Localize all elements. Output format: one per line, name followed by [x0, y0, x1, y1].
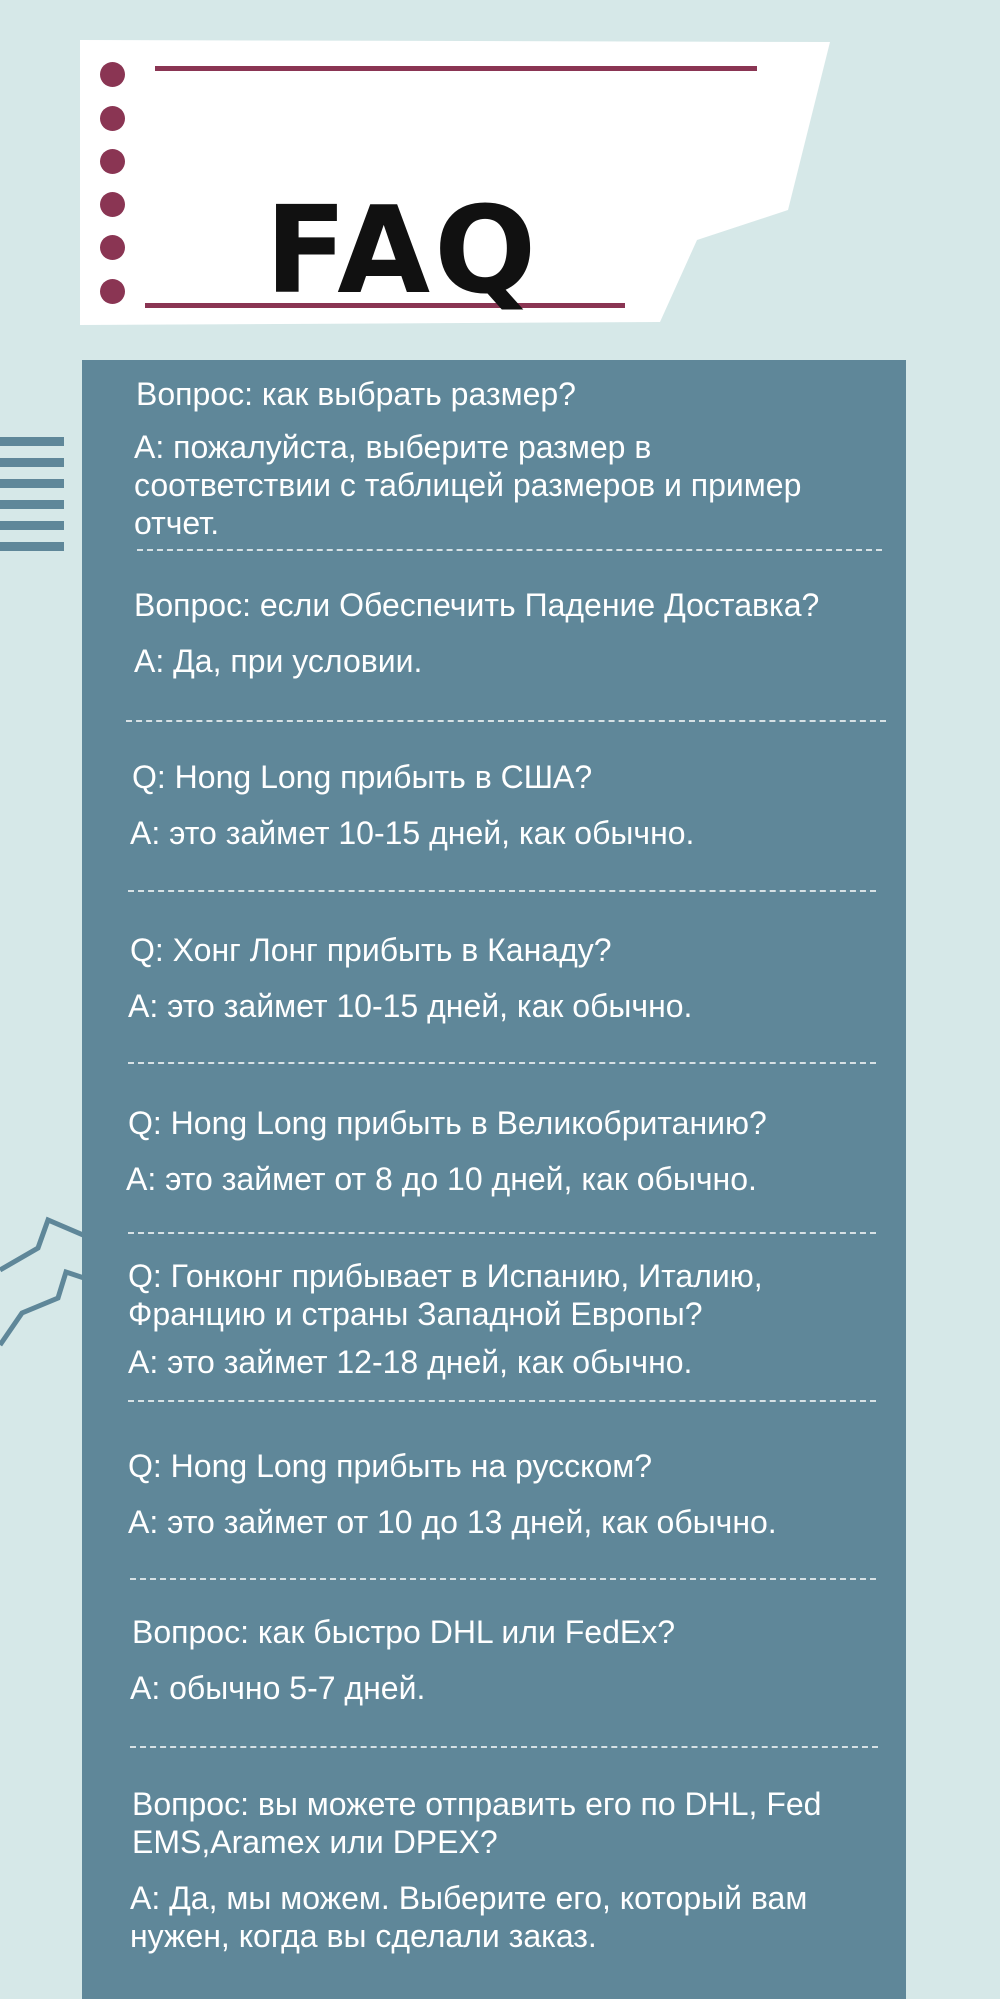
faq-divider — [128, 890, 876, 892]
faq-answer: A: это займет 10-15 дней, как обычно. — [128, 988, 693, 1024]
binder-dot — [100, 279, 125, 304]
faq-answer: А: Да, при условии. — [134, 643, 423, 679]
faq-answer: A: это займет от 8 до 10 дней, как обычно. — [126, 1161, 757, 1197]
faq-answer: А: пожалуйста, выберите размер в соответствии с таблицей размеров и пример отчет. — [134, 429, 802, 541]
faq-answer: A: это займет 10-15 дней, как обычно. — [130, 815, 695, 851]
faq-divider — [126, 720, 886, 722]
faq-answer: A: это займет от 10 до 13 дней, как обычно. — [128, 1504, 777, 1540]
header-top-rule — [155, 66, 757, 71]
faq-divider — [128, 1062, 876, 1064]
faq-panel — [82, 360, 906, 1999]
faq-question: Вопрос: если Обеспечить Падение Доставка? — [134, 587, 820, 623]
binder-dot — [100, 106, 125, 131]
faq-divider — [130, 1578, 876, 1580]
faq-answer: А: Да, мы можем. Выберите его, который вам нужен, когда вы сделали заказ. — [130, 1880, 808, 1954]
faq-question: Q: Хонг Лонг прибыть в Канаду? — [130, 932, 612, 968]
binder-dot — [100, 149, 125, 174]
faq-question: Q: Hong Long прибыть в США? — [132, 759, 593, 795]
faq-question: Вопрос: вы можете отправить его по DHL, Fed EMS,Aramex или DPEX? — [132, 1786, 822, 1860]
faq-answer: А: обычно 5-7 дней. — [130, 1670, 426, 1706]
binder-dot — [100, 62, 125, 87]
page-title: FAQ — [265, 182, 541, 322]
binder-dot — [100, 192, 125, 217]
faq-question: Вопрос: как выбрать размер? — [136, 376, 576, 412]
faq-divider — [128, 1232, 876, 1234]
faq-question: Q: Гонконг прибывает в Испанию, Италию, Францию и страны Западной Европы? — [128, 1258, 763, 1332]
faq-question: Q: Hong Long прибыть на русском? — [128, 1448, 653, 1484]
faq-divider — [130, 1746, 878, 1748]
faq-question: Q: Hong Long прибыть в Великобританию? — [128, 1105, 767, 1141]
faq-divider — [137, 549, 882, 551]
stripes-decoration — [0, 435, 66, 555]
zigzag-decoration — [0, 1210, 90, 1360]
faq-question: Вопрос: как быстро DHL или FedEx? — [132, 1614, 676, 1650]
faq-divider — [128, 1400, 876, 1402]
faq-answer: A: это займет 12-18 дней, как обычно. — [128, 1344, 693, 1380]
binder-dot — [100, 235, 125, 260]
